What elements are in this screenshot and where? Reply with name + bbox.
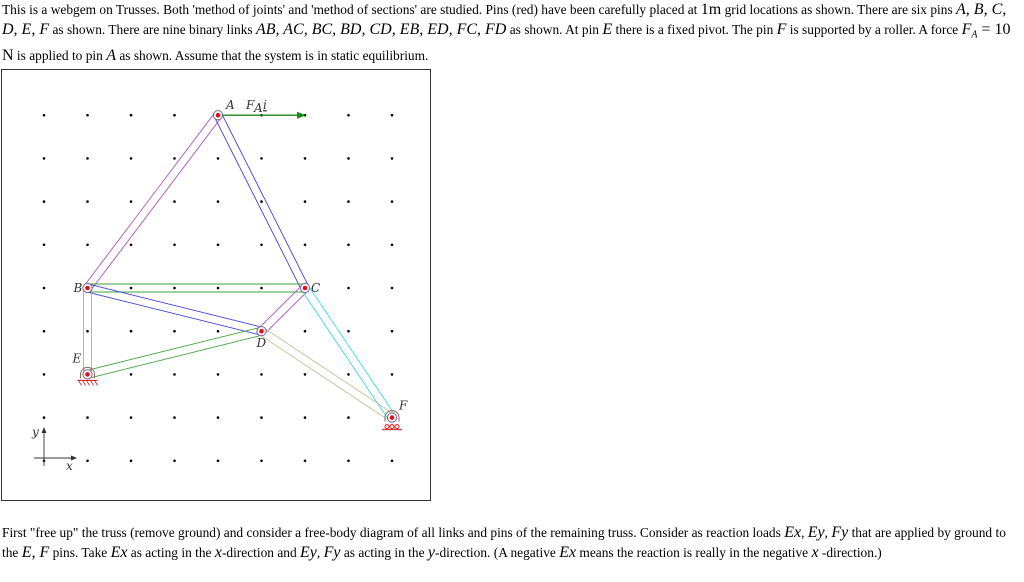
y-axis-label: y	[32, 425, 39, 439]
grid-dot	[86, 416, 89, 419]
grid-dot	[173, 114, 176, 117]
grid-dot	[347, 114, 350, 117]
grid-dot	[260, 244, 263, 247]
pin-label-c: C	[311, 281, 321, 295]
grid-dot	[43, 114, 46, 117]
grid-dot	[304, 460, 307, 463]
truss-diagram	[1, 69, 431, 501]
grid-dot	[391, 330, 394, 333]
pin-e-ground-hatch	[79, 380, 82, 385]
grid-dot	[43, 416, 46, 419]
grid-dot	[347, 287, 350, 290]
grid-dot	[217, 460, 220, 463]
pin-label-e: E	[72, 351, 82, 366]
grid-dot	[260, 287, 263, 290]
grid-dot	[260, 416, 263, 419]
grid-dot	[260, 200, 263, 203]
grid-dot	[173, 244, 176, 247]
grid-dot	[86, 244, 89, 247]
grid-dot	[217, 373, 220, 376]
grid-dot	[130, 114, 133, 117]
grid-dot	[391, 114, 394, 117]
grid-dot	[391, 460, 394, 463]
force-arrowhead	[297, 112, 306, 119]
pin-label-f: F	[399, 398, 408, 413]
grid-dot	[173, 373, 176, 376]
grid-dot	[260, 373, 263, 376]
pin-f-roller-wheel	[390, 425, 394, 429]
grid-dot	[43, 287, 46, 290]
grid-dot	[173, 287, 176, 290]
pin-label-b: B	[73, 281, 83, 295]
grid-dot	[347, 157, 350, 160]
grid-dot	[130, 157, 133, 160]
grid-dot	[43, 373, 46, 376]
link-fc	[302, 286, 396, 420]
grid-dot	[217, 244, 220, 247]
link-ab	[84, 113, 221, 291]
pin-e	[85, 372, 90, 377]
pin-b	[85, 286, 90, 291]
grid-dot	[43, 157, 46, 160]
pin-e-ground-hatch	[91, 380, 94, 385]
force-label-subscript: A	[254, 101, 263, 116]
grid-dot	[347, 200, 350, 203]
pin-c	[303, 286, 308, 291]
grid-dot	[130, 330, 133, 333]
grid-dot	[347, 330, 350, 333]
grid-dot	[304, 244, 307, 247]
grid-dot	[304, 330, 307, 333]
grid-dot	[130, 200, 133, 203]
grid-dot	[43, 330, 46, 333]
grid-dot	[173, 330, 176, 333]
pin-f-roller-wheel	[385, 425, 389, 429]
grid-dot	[217, 416, 220, 419]
grid-dot	[347, 416, 350, 419]
pin-f	[390, 415, 395, 420]
pin-d	[259, 329, 264, 334]
grid-dot	[304, 416, 307, 419]
grid-dot	[173, 157, 176, 160]
pin-e-ground-hatch	[83, 380, 86, 385]
grid-dot	[130, 460, 133, 463]
grid-dot	[173, 200, 176, 203]
pin-label-a: A	[226, 98, 235, 113]
grid-dot	[391, 373, 394, 376]
grid-dot	[347, 244, 350, 247]
grid-dot	[86, 114, 89, 117]
grid-dot	[304, 373, 307, 376]
grid-dot	[391, 244, 394, 247]
link-ed	[87, 327, 263, 378]
intro-paragraph: This is a webgem on Trusses. Both 'method of joints' and 'method of sections' are studied. Pins (red) have been carefully placed at 1m grid locations as shown. There are six pins A, B, C, D, E, F as shown. There are nine binary links AB, AC, BC, BD, CD, EB, ED, FC, FD as shown. At pin E there is a fixed pivot. The pin F is supported by a roller. A force $F_A = 10$ N is applied to pin A as shown. Assume that the system is in static equilibrium.	[2, 1, 1011, 64]
grid-dot	[260, 460, 263, 463]
pin-a	[216, 113, 221, 118]
grid-dot	[130, 287, 133, 290]
truss-canvas	[2, 70, 430, 500]
link-cd	[259, 285, 308, 334]
pin-f-roller-wheel	[395, 425, 399, 429]
grid-dot	[391, 287, 394, 290]
grid-dot	[347, 373, 350, 376]
grid-dot	[391, 157, 394, 160]
grid-dot	[86, 200, 89, 203]
grid-dot	[217, 287, 220, 290]
grid-dot	[43, 200, 46, 203]
pin-e-ground-hatch	[95, 380, 98, 385]
instructions-paragraph: First "free up" the truss (remove ground) and consider a free-body diagram of all links and pins of the remaining truss. Consider as reaction loads Ex, Ey, Fy that are applied by ground to the E, F pins. Take Ex as acting in the x-direction and Ey, Fy as acting in the y-direction. (A negative Ex means the reaction is really in the negative x -direction.)	[2, 524, 1006, 561]
force-label: F	[246, 98, 255, 113]
grid-dot	[86, 460, 89, 463]
grid-dot	[347, 460, 350, 463]
grid-dot	[304, 157, 307, 160]
grid-dot	[86, 157, 89, 160]
grid-dot	[217, 157, 220, 160]
grid-dot	[43, 244, 46, 247]
link-bc	[88, 284, 306, 292]
grid-dot	[173, 460, 176, 463]
grid-dot	[217, 330, 220, 333]
grid-dot	[173, 416, 176, 419]
grid-dot	[391, 200, 394, 203]
link-fd	[259, 328, 394, 421]
grid-dot	[260, 157, 263, 160]
x-axis-label: x	[66, 459, 73, 473]
grid-dot	[86, 330, 89, 333]
pin-e-ground-hatch	[87, 380, 90, 385]
y-axis-arrowhead	[42, 427, 47, 433]
grid-dot	[130, 373, 133, 376]
grid-dot	[130, 244, 133, 247]
grid-dot	[217, 200, 220, 203]
grid-dot	[304, 200, 307, 203]
grid-dot	[130, 416, 133, 419]
pin-label-d: D	[256, 336, 267, 351]
force-label-unit-vector: i	[263, 98, 267, 113]
